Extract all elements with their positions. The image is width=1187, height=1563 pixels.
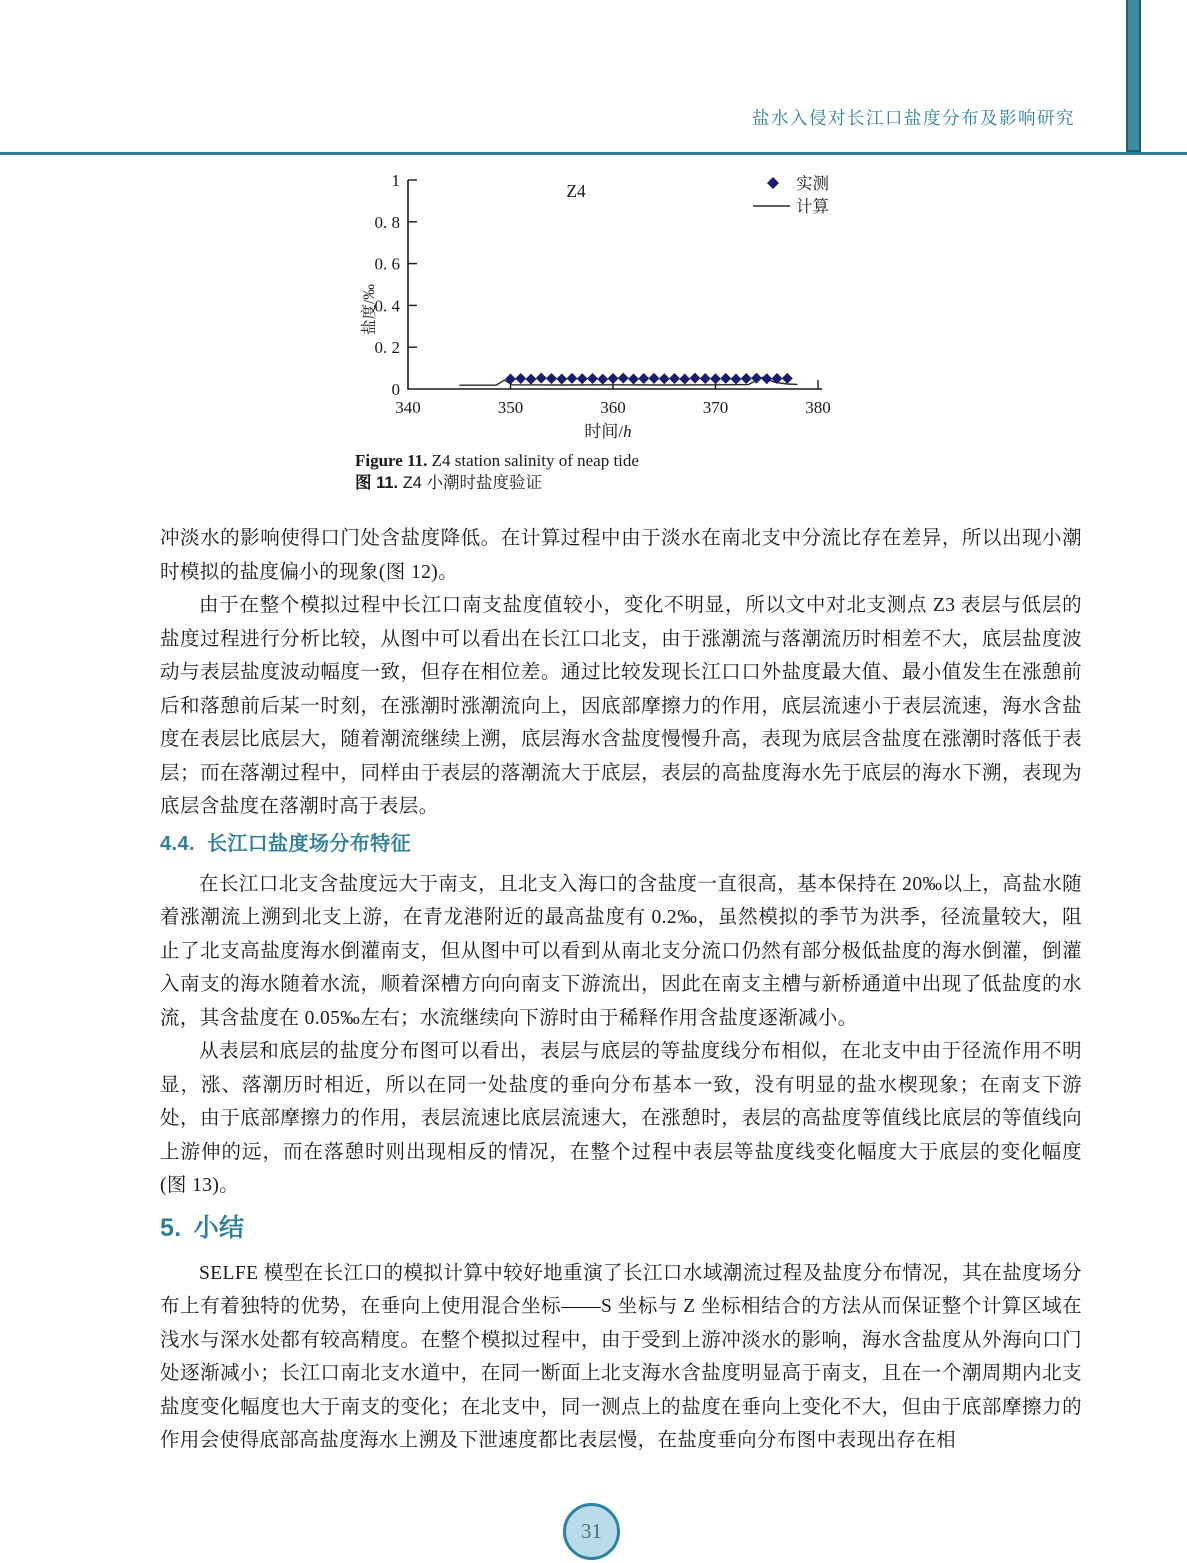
paragraph-surface-bottom: 从表层和底层的盐度分布图可以看出，表层与底层的等盐度线分布相似，在北支中由于径流作用不明显，涨、落潮历时相近，所以在同一处盐度的垂向分布基本一致，没有明显的盐水楔现象；在南支下游处，由于底部摩擦力的作用，表层流速比底层流速大，在涨憩时，表层的高盐度等值线比底层的等值线向上游伸的远，而在落憩时则出现相反的情况，在整个过程中表层等盐度线变化幅度大于底层的变化幅度(图 13)。 [160,1041,1082,1196]
measured-point [669,373,680,384]
measured-point [556,373,567,384]
body-content [160,522,1082,1458]
y-tick-label: 0. 4 [374,296,400,316]
measured-point [515,373,526,384]
measured-point [649,373,660,384]
measured-point [597,374,608,385]
legend-measured-label: 实测 [796,174,829,193]
figure-caption-en-label: Figure 11. [355,451,428,470]
measured-point [505,373,516,384]
y-tick-label: 0 [391,380,400,399]
measured-point [536,373,547,384]
x-tick-label: 340 [395,398,421,417]
figure-caption-en-text: Z4 station salinity of neap tide [427,451,639,470]
figure-caption-en [355,449,639,472]
measured-point [577,373,588,384]
running-header-title: 盐水入侵对长江口盐度分布及影响研究 [752,108,1075,128]
paragraph-north-branch: 在长江口北支含盐度远大于南支，且北支入海口的含盐度一直很高，基本保持在 20‰以上，高盐水随着涨潮流上溯到北支上游，在青龙港附近的最高盐度有 0.2‰，虽然模拟的季节为洪季，径流量较大，阻止了北支高盐度海水倒灌南支，但从图中可以看到从南北支分流口仍然有部分极低盐度的海水倒灌，倒灌入南支的海水随着水流，顺着深槽方向向南支下游流出，因此在南支主槽与新桥通道中出现了低盐度的水流，其含盐度在 0.05‰左右；水流继续向下游时由于稀释作用含盐度逐渐减小。 [160,873,1082,1029]
x-tick-label: 380 [805,398,831,417]
measured-point [526,374,537,385]
section-heading-4-4-number: 4.4. [160,832,195,855]
y-tick-label: 0. 8 [374,212,400,232]
figure-caption-zh [355,472,639,495]
measured-point [546,373,557,384]
figure-caption-zh-label: 图 11. [355,474,399,492]
measured-point [772,373,783,384]
measured-point [761,373,772,384]
page-number-badge [563,1503,620,1560]
page-number: 31 [581,1519,602,1543]
measured-point [720,373,731,384]
legend-measured-marker [767,177,779,189]
y-tick-label: 1 [391,171,400,190]
x-tick-label: 360 [600,398,626,417]
measured-point [628,373,639,384]
x-tick-label: 350 [497,398,524,417]
x-tick-label: 370 [702,398,729,417]
measured-point [679,373,690,384]
measured-point [700,373,711,384]
header-divider-rule [0,152,1187,155]
measured-point [782,373,793,384]
section-heading-4-4 [160,830,1082,858]
paragraph-summary: SELFE 模型在长江口的模拟计算中较好地重演了长江口水域潮流过程及盐度分布情况，其在盐度场分布上有着独特的优势，在垂向上使用混合坐标——S 坐标与 Z 坐标相结合的方法从而保证整个计算区域在浅水与深水处都有较高精度。在整个模拟过程中，由于受到上游冲淡水的影响，海水含盐度从外海向口门处逐渐减小；长江口南北支水道中，在同一断面上北支海水含盐度明显高于南支，且在一个潮周期内北支盐度变化幅度也大于南支的变化；在北支中，同一测点上的盐度在垂向上变化不大，但由于底部摩擦力的作用会使得底部高盐度海水上溯及下泄速度都比表层慢，在盐度垂向分布图中表现出存在相 [160,1262,1082,1451]
section-heading-4-4-title: 长江口盐度场分布特征 [206,832,411,855]
y-tick-label: 0. 2 [374,338,400,358]
measured-point [659,373,670,384]
measured-point [690,373,701,384]
y-tick-label: 0. 6 [374,254,400,274]
measured-point [741,373,752,384]
chart-title: Z4 [566,181,586,201]
salinity-chart-svg [330,163,860,455]
legend-computed-label: 计算 [796,197,829,216]
paragraph-continuation: 冲淡水的影响使得口门处含盐度降低。在计算过程中由于淡水在南北支中分流比存在差异，所以出现小潮时模拟的盐度偏小的现象(图 12)。 [160,528,1082,583]
measured-point [567,373,578,384]
chart-axes [408,180,822,389]
measured-point [710,373,721,384]
y-axis-label: 盐度/‰ [361,284,378,335]
measured-point [731,373,742,384]
section-heading-5-number: 5. [160,1213,182,1242]
section-heading-5 [160,1211,1082,1245]
measured-point [608,373,619,384]
measured-point [638,373,649,384]
x-axis-label: 时间/h [584,422,632,441]
figure-11-chart [330,163,860,455]
measured-point [618,373,629,384]
section-heading-5-title: 小结 [193,1213,245,1242]
measured-point [587,373,598,384]
paragraph-z3-analysis: 由于在整个模拟过程中长江口南支盐度值较小，变化不明显，所以文中对北支测点 Z3 表层与低层的盐度过程进行分析比较，从图中可以看出在长江口北支，由于涨潮流与落潮流历时相差不大，底层盐度波动与表层盐度波动幅度一致，但存在相位差。通过比较发现长江口口外盐度最大值、最小值发生在涨憩前后和落憩前后某一时刻，在涨潮时涨潮流向上，因底部摩擦力的作用，底层流速小于表层流速，海水含盐度在表层比底层大，随着潮流继续上溯，底层海水含盐度慢慢升高，表现为底层含盐度在涨潮时落低于表层；而在落潮过程中，同样由于表层的落潮流大于底层，表层的高盐度海水先于底层的海水下溯，表现为底层含盐度在落潮时高于表层。 [160,595,1082,817]
figure-caption [355,449,639,495]
figure-caption-zh-text: Z4 小潮时盐度验证 [398,474,543,492]
corner-accent-bar [1126,0,1141,152]
